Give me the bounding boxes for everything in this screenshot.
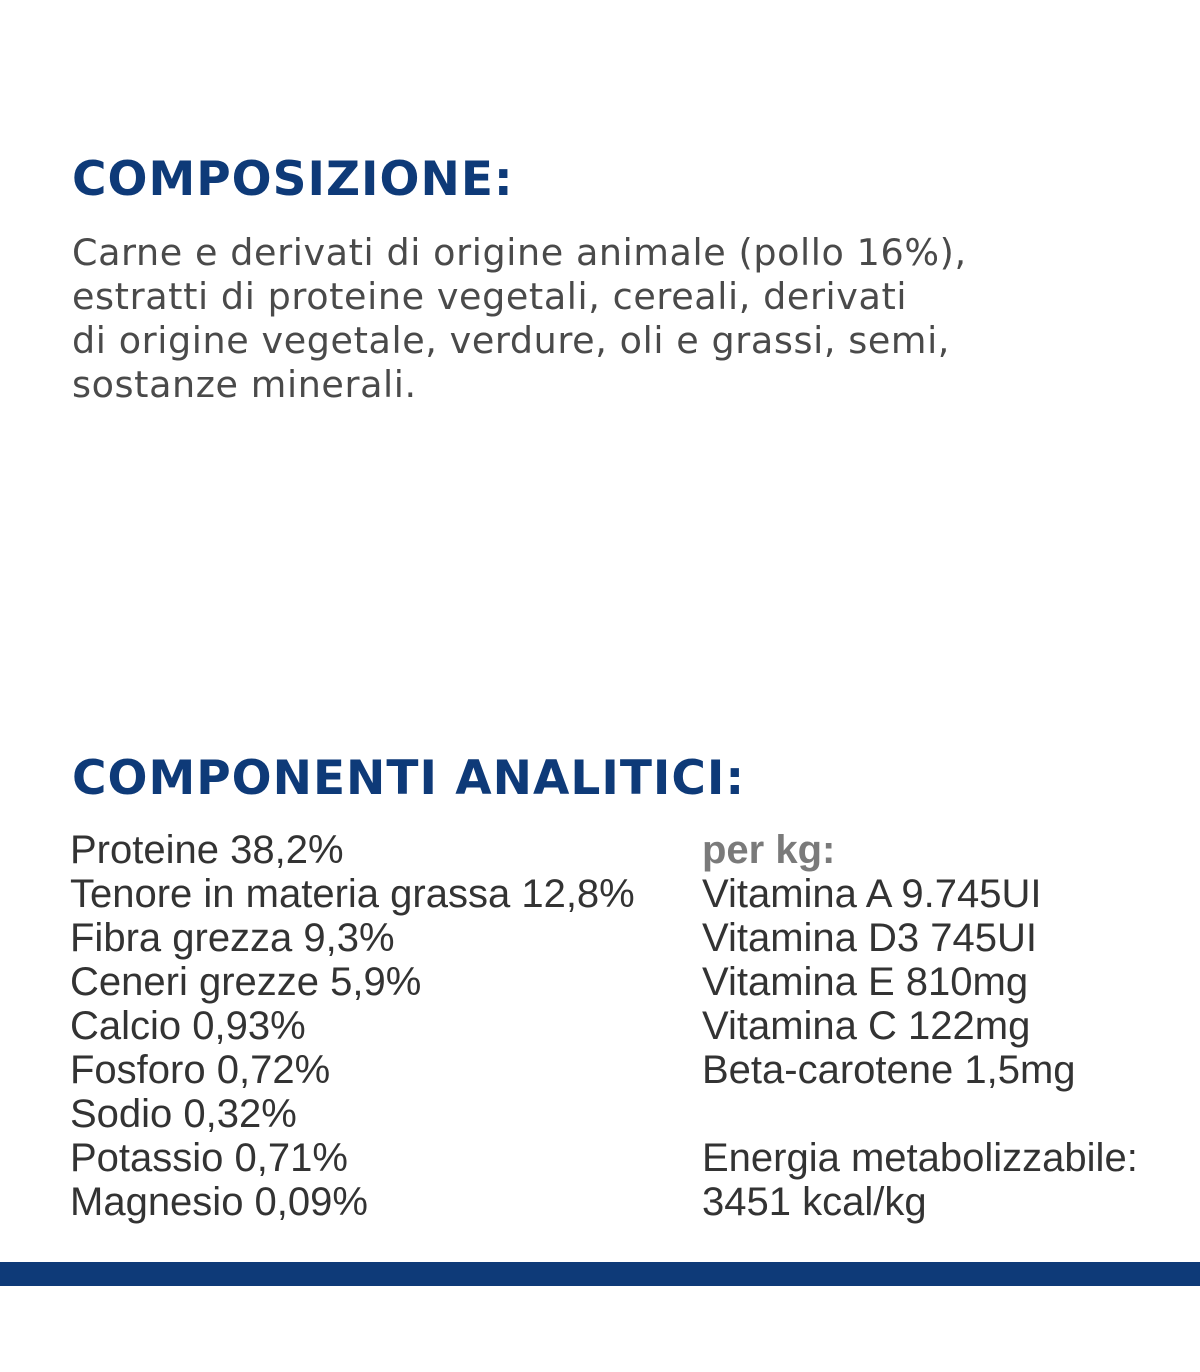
analytical-right-list (702, 828, 1138, 1224)
composition-title: COMPOSIZIONE: (72, 152, 514, 207)
analytical-left-list (70, 828, 635, 1224)
energy-label: Energia metabolizzabile: (702, 1136, 1138, 1180)
list-item: Vitamina D3 745UI (702, 916, 1037, 960)
list-item: Proteine 38,2% (70, 828, 344, 872)
list-item: Vitamina A 9.745UI (702, 872, 1042, 916)
energy-value: 3451 kcal/kg (702, 1180, 927, 1224)
composition-line: sostanze minerali. (72, 363, 417, 406)
per-kg-heading: per kg: (702, 828, 836, 872)
list-item: Sodio 0,32% (70, 1092, 297, 1136)
composition-line: estratti di proteine vegetali, cereali, derivati (72, 275, 908, 318)
list-item: Potassio 0,71% (70, 1136, 348, 1180)
composition-line: Carne e derivati di origine animale (pollo 16%), (72, 231, 967, 274)
composition-text (72, 231, 1072, 407)
list-item: Calcio 0,93% (70, 1004, 306, 1048)
list-item: Fosforo 0,72% (70, 1048, 331, 1092)
composition-line: di origine vegetale, verdure, oli e grassi, semi, (72, 319, 951, 362)
list-item: Vitamina C 122mg (702, 1004, 1031, 1048)
footer-divider-bar (0, 1262, 1200, 1286)
spacer (702, 1092, 1138, 1136)
list-item: Ceneri grezze 5,9% (70, 960, 422, 1004)
list-item: Vitamina E 810mg (702, 960, 1029, 1004)
list-item: Magnesio 0,09% (70, 1180, 368, 1224)
list-item: Fibra grezza 9,3% (70, 916, 395, 960)
list-item: Tenore in materia grassa 12,8% (70, 872, 635, 916)
analytical-title: COMPONENTI ANALITICI: (72, 751, 746, 806)
list-item: Beta-carotene 1,5mg (702, 1048, 1076, 1092)
